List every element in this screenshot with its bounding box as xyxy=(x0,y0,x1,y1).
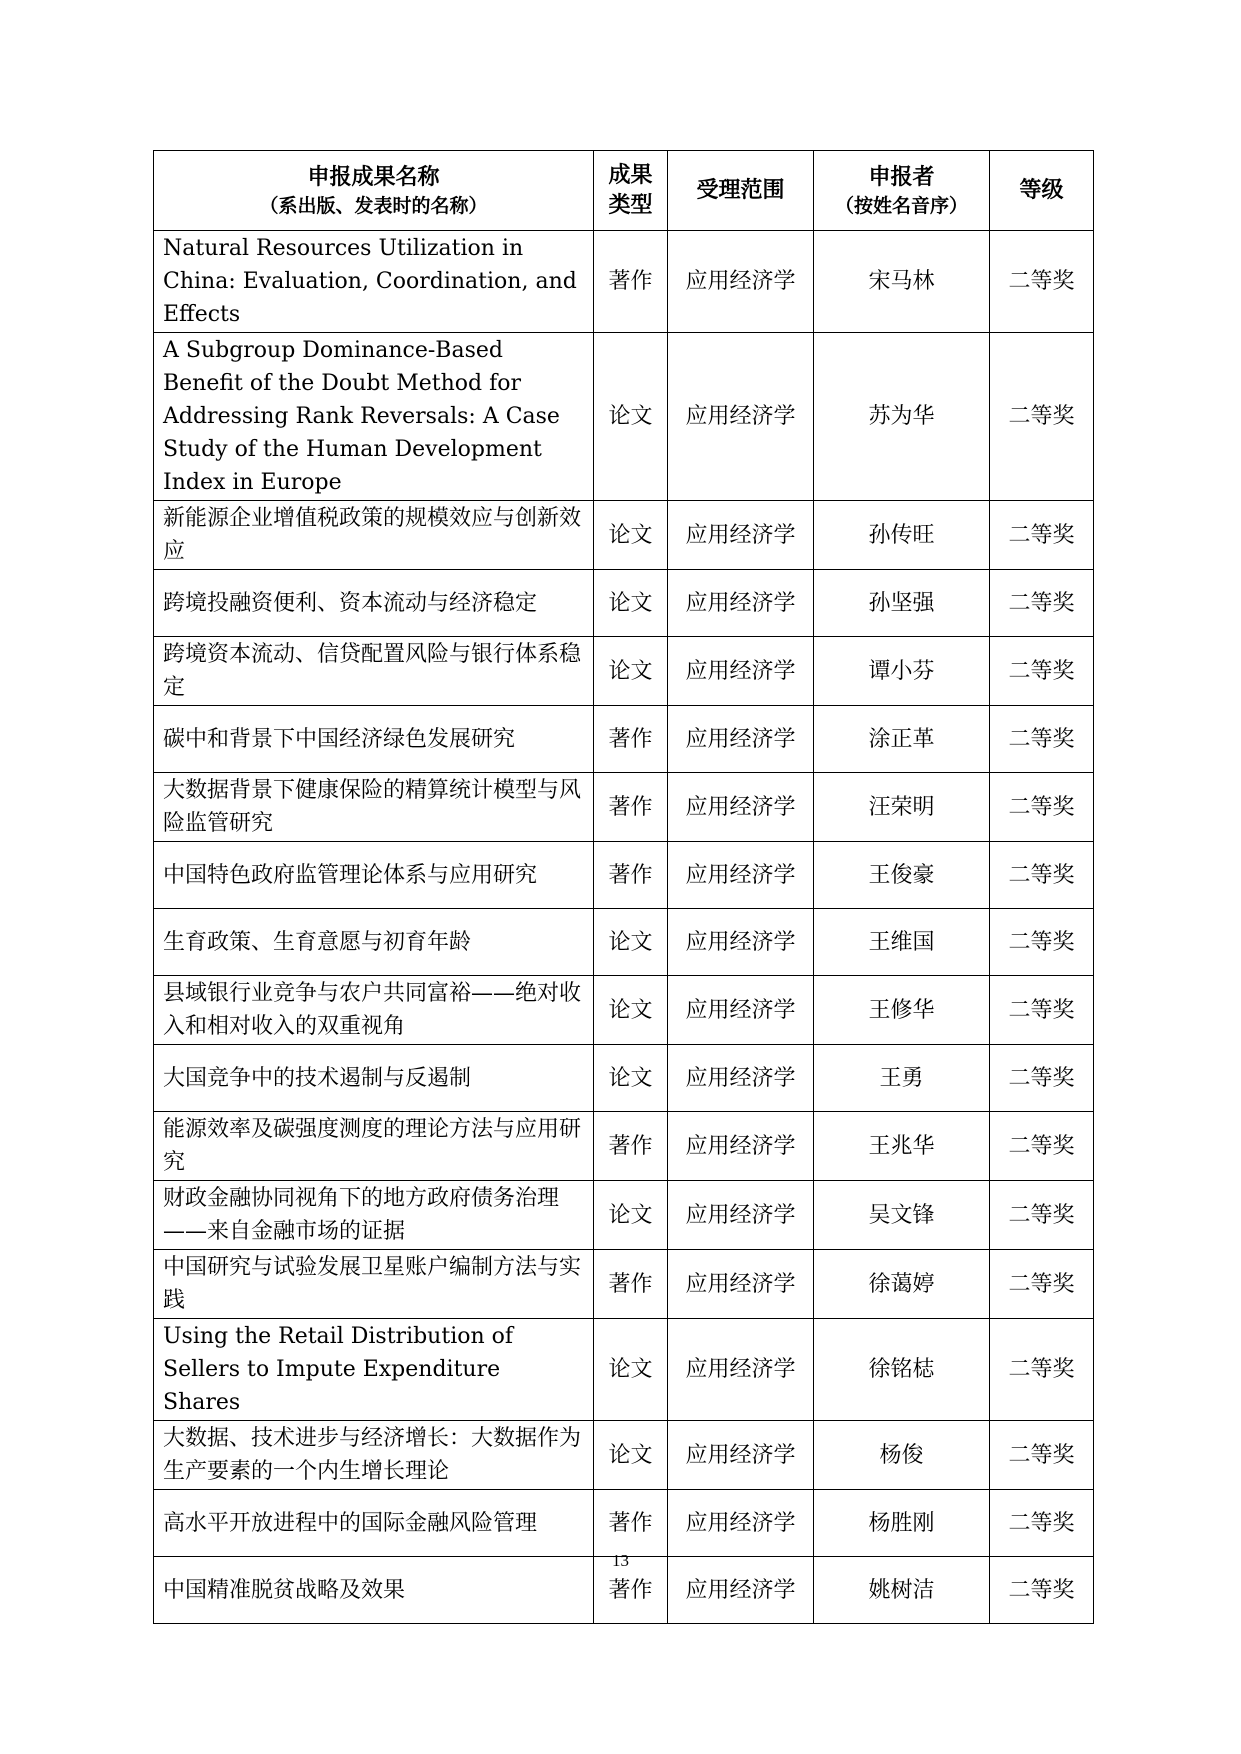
cell-type: 论文 xyxy=(594,1319,668,1421)
cell-level: 二等奖 xyxy=(990,570,1094,637)
cell-level: 二等奖 xyxy=(990,1421,1094,1490)
cell-title: 大数据背景下健康保险的精算统计模型与风险监管研究 xyxy=(154,773,594,842)
cell-level: 二等奖 xyxy=(990,773,1094,842)
header-title-main: 申报成果名称 xyxy=(307,164,440,190)
cell-title: 中国特色政府监管理论体系与应用研究 xyxy=(154,842,594,909)
cell-scope: 应用经济学 xyxy=(668,706,814,773)
cell-level: 二等奖 xyxy=(990,333,1094,501)
cell-author: 王俊豪 xyxy=(814,842,990,909)
cell-scope: 应用经济学 xyxy=(668,1045,814,1112)
cell-type: 论文 xyxy=(594,1045,668,1112)
cell-scope: 应用经济学 xyxy=(668,976,814,1045)
cell-title: 能源效率及碳强度测度的理论方法与应用研究 xyxy=(154,1112,594,1181)
cell-type: 论文 xyxy=(594,976,668,1045)
cell-level: 二等奖 xyxy=(990,231,1094,333)
cell-author: 杨胜刚 xyxy=(814,1490,990,1557)
cell-scope: 应用经济学 xyxy=(668,1112,814,1181)
cell-author: 姚树洁 xyxy=(814,1557,990,1624)
cell-scope: 应用经济学 xyxy=(668,231,814,333)
cell-author: 孙坚强 xyxy=(814,570,990,637)
cell-title: 县域银行业竞争与农户共同富裕——绝对收入和相对收入的双重视角 xyxy=(154,976,594,1045)
header-type xyxy=(594,151,668,231)
cell-title: 财政金融协同视角下的地方政府债务治理——来自金融市场的证据 xyxy=(154,1181,594,1250)
cell-scope: 应用经济学 xyxy=(668,1250,814,1319)
cell-scope: 应用经济学 xyxy=(668,501,814,570)
cell-scope: 应用经济学 xyxy=(668,1421,814,1490)
cell-type: 论文 xyxy=(594,570,668,637)
cell-level: 二等奖 xyxy=(990,637,1094,706)
table-row xyxy=(154,1319,1094,1421)
table-row xyxy=(154,1421,1094,1490)
table-row xyxy=(154,501,1094,570)
cell-level: 二等奖 xyxy=(990,976,1094,1045)
cell-type: 论文 xyxy=(594,909,668,976)
cell-scope: 应用经济学 xyxy=(668,1557,814,1624)
table-row xyxy=(154,909,1094,976)
header-type-line2: 类型 xyxy=(608,192,653,218)
cell-level: 二等奖 xyxy=(990,1490,1094,1557)
header-type-line1: 成果 xyxy=(608,162,653,188)
header-author-main: 申报者 xyxy=(868,164,935,190)
table-row xyxy=(154,976,1094,1045)
cell-level: 二等奖 xyxy=(990,706,1094,773)
cell-scope: 应用经济学 xyxy=(668,1319,814,1421)
cell-level: 二等奖 xyxy=(990,1250,1094,1319)
table-row xyxy=(154,1490,1094,1557)
cell-title: 跨境资本流动、信贷配置风险与银行体系稳定 xyxy=(154,637,594,706)
table-row xyxy=(154,1045,1094,1112)
cell-level: 二等奖 xyxy=(990,1112,1094,1181)
cell-title: 中国精准脱贫战略及效果 xyxy=(154,1557,594,1624)
cell-author: 王兆华 xyxy=(814,1112,990,1181)
cell-scope: 应用经济学 xyxy=(668,1490,814,1557)
table-row xyxy=(154,706,1094,773)
table-row xyxy=(154,1181,1094,1250)
table-row xyxy=(154,231,1094,333)
cell-author: 王维国 xyxy=(814,909,990,976)
cell-author: 徐铭梽 xyxy=(814,1319,990,1421)
table-row xyxy=(154,333,1094,501)
cell-level: 二等奖 xyxy=(990,909,1094,976)
cell-title: A Subgroup Dominance-Based Benefit of the Doubt Method for Addressing Rank Reversals: A Case Study of the Human Development Index in Europe xyxy=(154,333,594,501)
cell-level: 二等奖 xyxy=(990,1181,1094,1250)
table-row xyxy=(154,1112,1094,1181)
cell-title: 高水平开放进程中的国际金融风险管理 xyxy=(154,1490,594,1557)
cell-title: 跨境投融资便利、资本流动与经济稳定 xyxy=(154,570,594,637)
cell-title: Natural Resources Utilization in China: Evaluation, Coordination, and Effects xyxy=(154,231,594,333)
cell-scope: 应用经济学 xyxy=(668,570,814,637)
cell-type: 著作 xyxy=(594,773,668,842)
cell-type: 著作 xyxy=(594,1250,668,1319)
cell-author: 谭小芬 xyxy=(814,637,990,706)
cell-level: 二等奖 xyxy=(990,1557,1094,1624)
cell-author: 王勇 xyxy=(814,1045,990,1112)
header-title xyxy=(154,151,594,231)
cell-scope: 应用经济学 xyxy=(668,1181,814,1250)
cell-type: 论文 xyxy=(594,637,668,706)
cell-author: 宋马林 xyxy=(814,231,990,333)
cell-author: 王修华 xyxy=(814,976,990,1045)
header-title-sub: （系出版、发表时的名称） xyxy=(259,194,488,217)
cell-type: 著作 xyxy=(594,1557,668,1624)
awards-table xyxy=(153,150,1094,1624)
cell-scope: 应用经济学 xyxy=(668,333,814,501)
cell-author: 孙传旺 xyxy=(814,501,990,570)
header-level: 等级 xyxy=(990,151,1094,231)
cell-scope: 应用经济学 xyxy=(668,909,814,976)
cell-title: 大国竞争中的技术遏制与反遏制 xyxy=(154,1045,594,1112)
table-row xyxy=(154,637,1094,706)
cell-type: 论文 xyxy=(594,333,668,501)
cell-level: 二等奖 xyxy=(990,1319,1094,1421)
cell-title: 碳中和背景下中国经济绿色发展研究 xyxy=(154,706,594,773)
cell-author: 徐蔼婷 xyxy=(814,1250,990,1319)
cell-type: 论文 xyxy=(594,501,668,570)
cell-type: 著作 xyxy=(594,842,668,909)
table-row xyxy=(154,773,1094,842)
cell-type: 论文 xyxy=(594,1421,668,1490)
cell-type: 著作 xyxy=(594,1490,668,1557)
header-author-sub: （按姓名音序） xyxy=(834,194,968,217)
cell-type: 论文 xyxy=(594,1181,668,1250)
cell-author: 涂正革 xyxy=(814,706,990,773)
cell-author: 汪荣明 xyxy=(814,773,990,842)
cell-title: 大数据、技术进步与经济增长：大数据作为生产要素的一个内生增长理论 xyxy=(154,1421,594,1490)
cell-type: 著作 xyxy=(594,231,668,333)
table-row xyxy=(154,1250,1094,1319)
cell-level: 二等奖 xyxy=(990,842,1094,909)
cell-author: 杨俊 xyxy=(814,1421,990,1490)
cell-level: 二等奖 xyxy=(990,1045,1094,1112)
header-scope: 受理范围 xyxy=(668,151,814,231)
cell-level: 二等奖 xyxy=(990,501,1094,570)
cell-scope: 应用经济学 xyxy=(668,637,814,706)
cell-scope: 应用经济学 xyxy=(668,842,814,909)
table-header-row xyxy=(154,151,1094,231)
cell-title: 生育政策、生育意愿与初育年龄 xyxy=(154,909,594,976)
table-body xyxy=(154,231,1094,1624)
table-row xyxy=(154,570,1094,637)
page-number: 13 xyxy=(612,1551,629,1570)
cell-title: 中国研究与试验发展卫星账户编制方法与实践 xyxy=(154,1250,594,1319)
cell-scope: 应用经济学 xyxy=(668,773,814,842)
cell-author: 苏为华 xyxy=(814,333,990,501)
cell-title: Using the Retail Distribution of Sellers to Impute Expenditure Shares xyxy=(154,1319,594,1421)
cell-type: 著作 xyxy=(594,706,668,773)
table-row xyxy=(154,842,1094,909)
header-author xyxy=(814,151,990,231)
cell-title: 新能源企业增值税政策的规模效应与创新效应 xyxy=(154,501,594,570)
cell-author: 吴文锋 xyxy=(814,1181,990,1250)
cell-type: 著作 xyxy=(594,1112,668,1181)
